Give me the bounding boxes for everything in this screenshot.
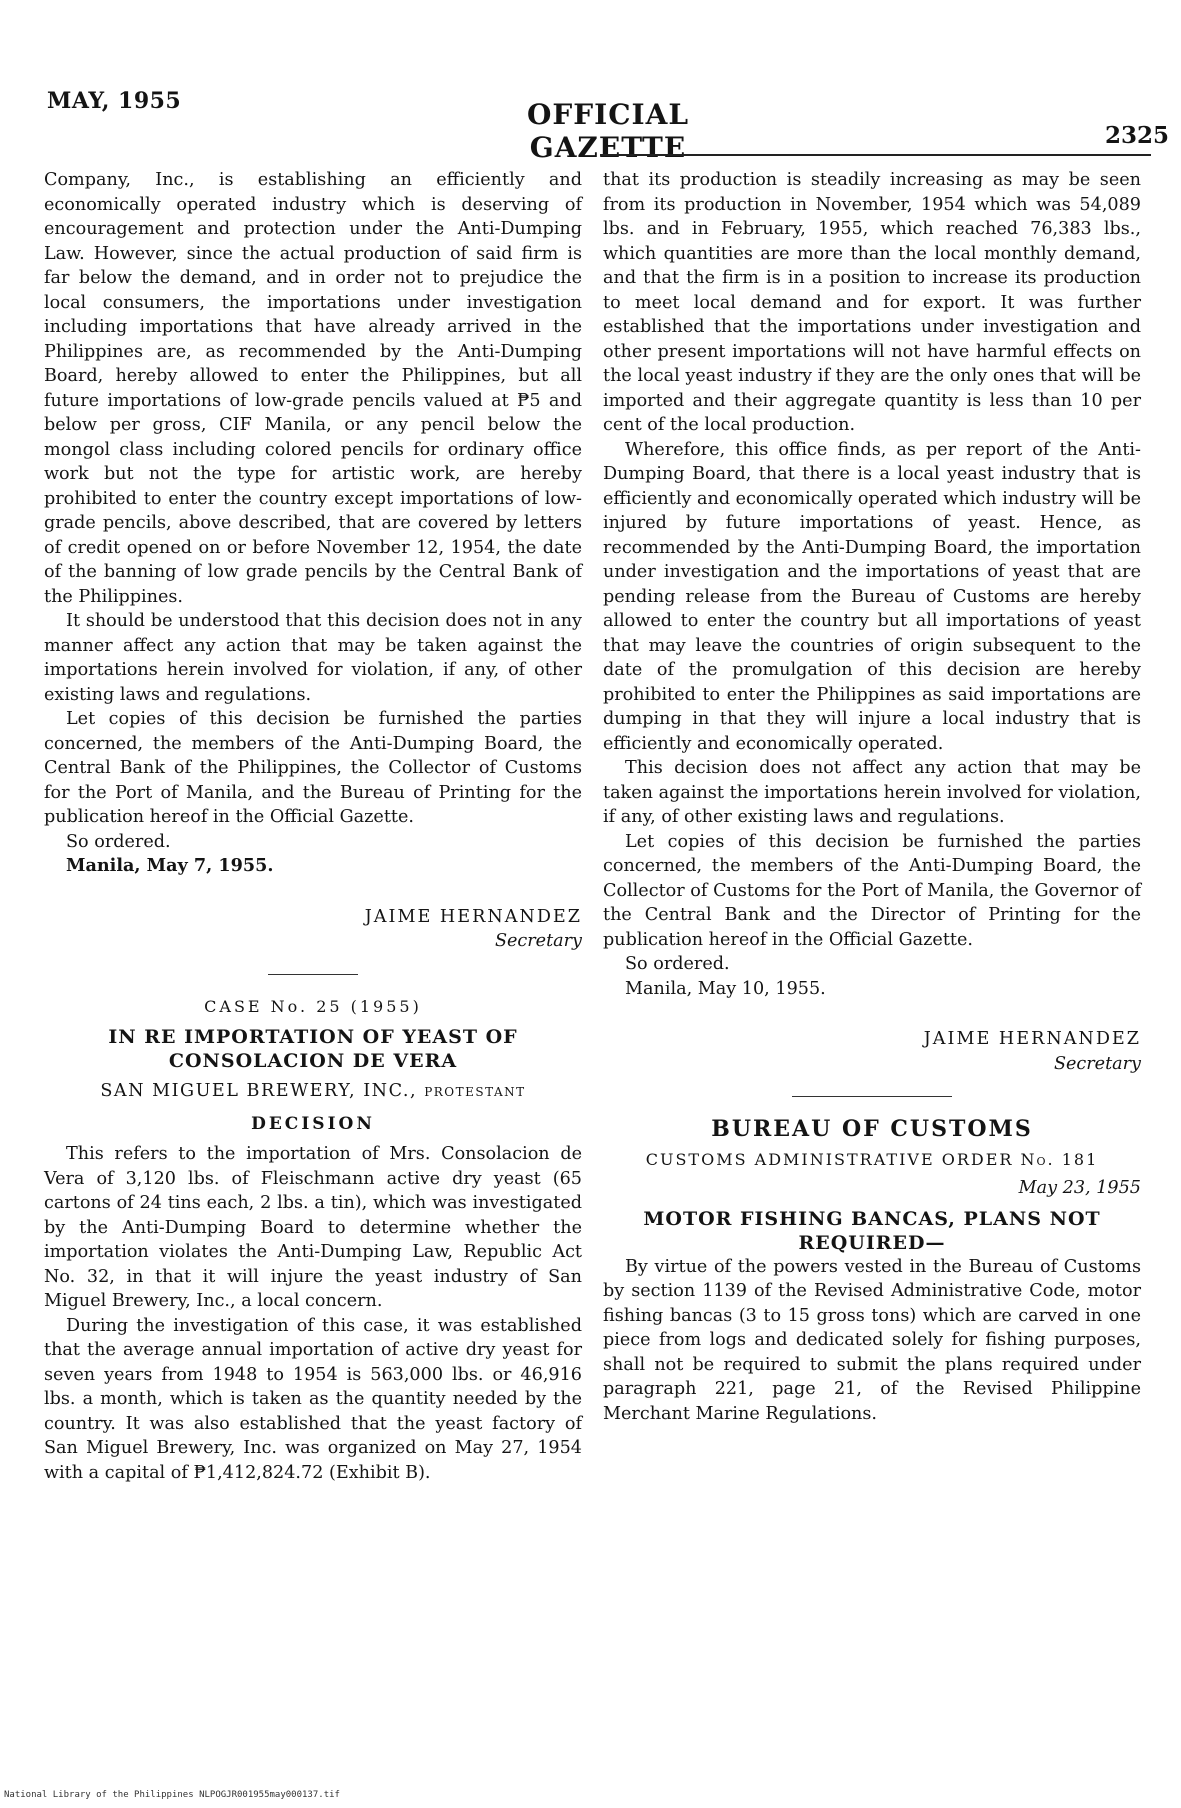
left-signature-title: Secretary <box>494 931 582 951</box>
right-paragraph-5: By virtue of the powers vested in the Bureau of Customs by section 1139 of the Revised Administrative Code, motor fishing bancas (3 to 15 gross tons) which are carved in one piece from logs and dedicated solely for fishing purposes, shall not be required to submit the plans required under paragraph 221, page 21, of the Revised Philippine Merchant Marine Regulations. <box>603 1256 1141 1424</box>
right-place-date: Manila, May 10, 1955. <box>625 978 826 999</box>
case-title: IN RE IMPORTATION OF YEAST OF CONSOLACION DE VERA <box>108 1026 518 1072</box>
left-place-date: Manila, May 7, 1955. <box>66 855 274 876</box>
order-date: May 23, 1955 <box>1018 1178 1141 1198</box>
header-rule <box>600 154 1151 156</box>
header-date: MAY, 1955 <box>47 88 182 114</box>
right-paragraph-1: that its production is steadily increasing as may be seen from its production in November, 1954 which was 54,089 lbs. and in February, 1955, which reached 76,383 lbs., which quantities are more than the local monthly demand, and that the firm is in a position to increase its production to meet local demand and for export. It was further established that the importations under investigation and other present importations will not have harmful effects on the local yeast industry if they are the only ones that will be imported and their aggregate quantity is less than 10 per cent of the local production. <box>603 170 1141 435</box>
left-paragraph-2: It should be understood that this decision does not in any manner affect any action that may be taken against the importations herein involved for violation, if any, of other existing laws and regulations. <box>44 611 582 705</box>
order-number: CUSTOMS ADMINISTRATIVE ORDER No. 181 <box>645 1149 1099 1169</box>
right-column <box>603 168 1141 1426</box>
header-page-number: 2325 <box>1104 122 1169 149</box>
scan-footer: National Library of the Philippines NLPOGJR001955may000137.tif <box>4 1790 340 1800</box>
left-paragraph-1: Company, Inc., is establishing an efficiently and economically operated industry which is deserving of encouragement and protection under the Anti-Dumping Law. However, since the actual production of said firm is far below the demand, and in order not to prejudice the local consumers, the importations under investigation including importations that have already arrived in the Philippines are, as recommended by the Anti-Dumping Board, hereby allowed to enter the Philippines, but all future importations of low-grade pencils valued at ₱5 and below per gross, CIF Manila, or any pencil below the mongol class including colored pencils for ordinary office work but not the type for artistic work, are hereby prohibited to enter the country except importations of low-grade pencils, above described, that are covered by letters of credit opened on or before November 12, 1954, the date of the banning of low grade pencils by the Central Bank of the Philippines. <box>44 170 582 607</box>
case-protestant: SAN MIGUEL BREWERY, INC., protestant <box>100 1081 526 1101</box>
case-number: CASE No. 25 (1955) <box>204 996 422 1016</box>
left-paragraph-5: During the investigation of this case, it was established that the average annual importation of active dry yeast for seven years from 1948 to 1954 is 563,000 lbs. or 46,916 lbs. a month, which is taken as the quantity needed by the country. It was also established that the yeast factory of San Miguel Brewery, Inc. was organized on May 27, 1954 with a capital of ₱1,412,824.72 (Exhibit B). <box>44 1315 582 1483</box>
order-title: MOTOR FISHING BANCAS, PLANS NOT REQUIRED— <box>643 1207 1101 1254</box>
left-so-ordered: So ordered. <box>66 831 171 852</box>
left-column <box>44 168 582 1485</box>
right-paragraph-3: This decision does not affect any action that may be taken against the importations herein involved for violation, if any, of other existing laws and regulations. <box>603 758 1141 827</box>
section-divider <box>268 974 358 975</box>
right-signature-title: Secretary <box>1053 1053 1141 1074</box>
left-signature: JAIME HERNANDEZ <box>364 906 582 927</box>
left-paragraph-4: This refers to the importation of Mrs. Consolacion de Vera of 3,120 lbs. of Fleischmann active dry yeast (65 cartons of 24 tins each, 2 lbs. a tin), which was investigated by the Anti-Dumping Board to determine whether the importation violates the Anti-Dumping Law, Republic Act No. 32, in that it will injure the yeast industry of San Miguel Brewery, Inc., a local concern. <box>44 1144 582 1311</box>
section-divider <box>792 1096 952 1097</box>
right-paragraph-2: Wherefore, this office finds, as per report of the Anti-Dumping Board, that there is a local yeast industry that is efficiently and economically operated which industry will be injured by future importations of yeast. Hence, as recommended by the Anti-Dumping Board, the importation under investigation and the importations of yeast that are pending release from the Bureau of Customs are hereby allowed to enter the country but all importations of yeast that may leave the countries of origin subsequent to the date of the promulgation of this decision are hereby prohibited to enter the Philippines as said importations are dumping in that they will injure a local industry that is efficiently and economically operated. <box>603 439 1141 754</box>
right-so-ordered: So ordered. <box>625 954 730 974</box>
right-signature: JAIME HERNANDEZ <box>923 1029 1141 1049</box>
left-paragraph-3: Let copies of this decision be furnished the parties concerned, the members of the Anti-Dumping Board, the Central Bank of the Philippines, the Collector of Customs for the Port of Manila, and the Bureau of Printing for the publication hereof in the Official Gazette. <box>44 709 582 827</box>
bureau-heading: BUREAU OF CUSTOMS <box>711 1116 1033 1142</box>
header-title: OFFICIAL GAZETTE <box>526 98 690 164</box>
right-paragraph-4: Let copies of this decision be furnished the parties concerned, the members of the Anti-Dumping Board, the Collector of Customs for the Port of Manila, the Governor of the Central Bank and the Director of Printing for the publication hereof in the Official Gazette. <box>603 831 1141 950</box>
decision-heading: DECISION <box>251 1113 375 1134</box>
